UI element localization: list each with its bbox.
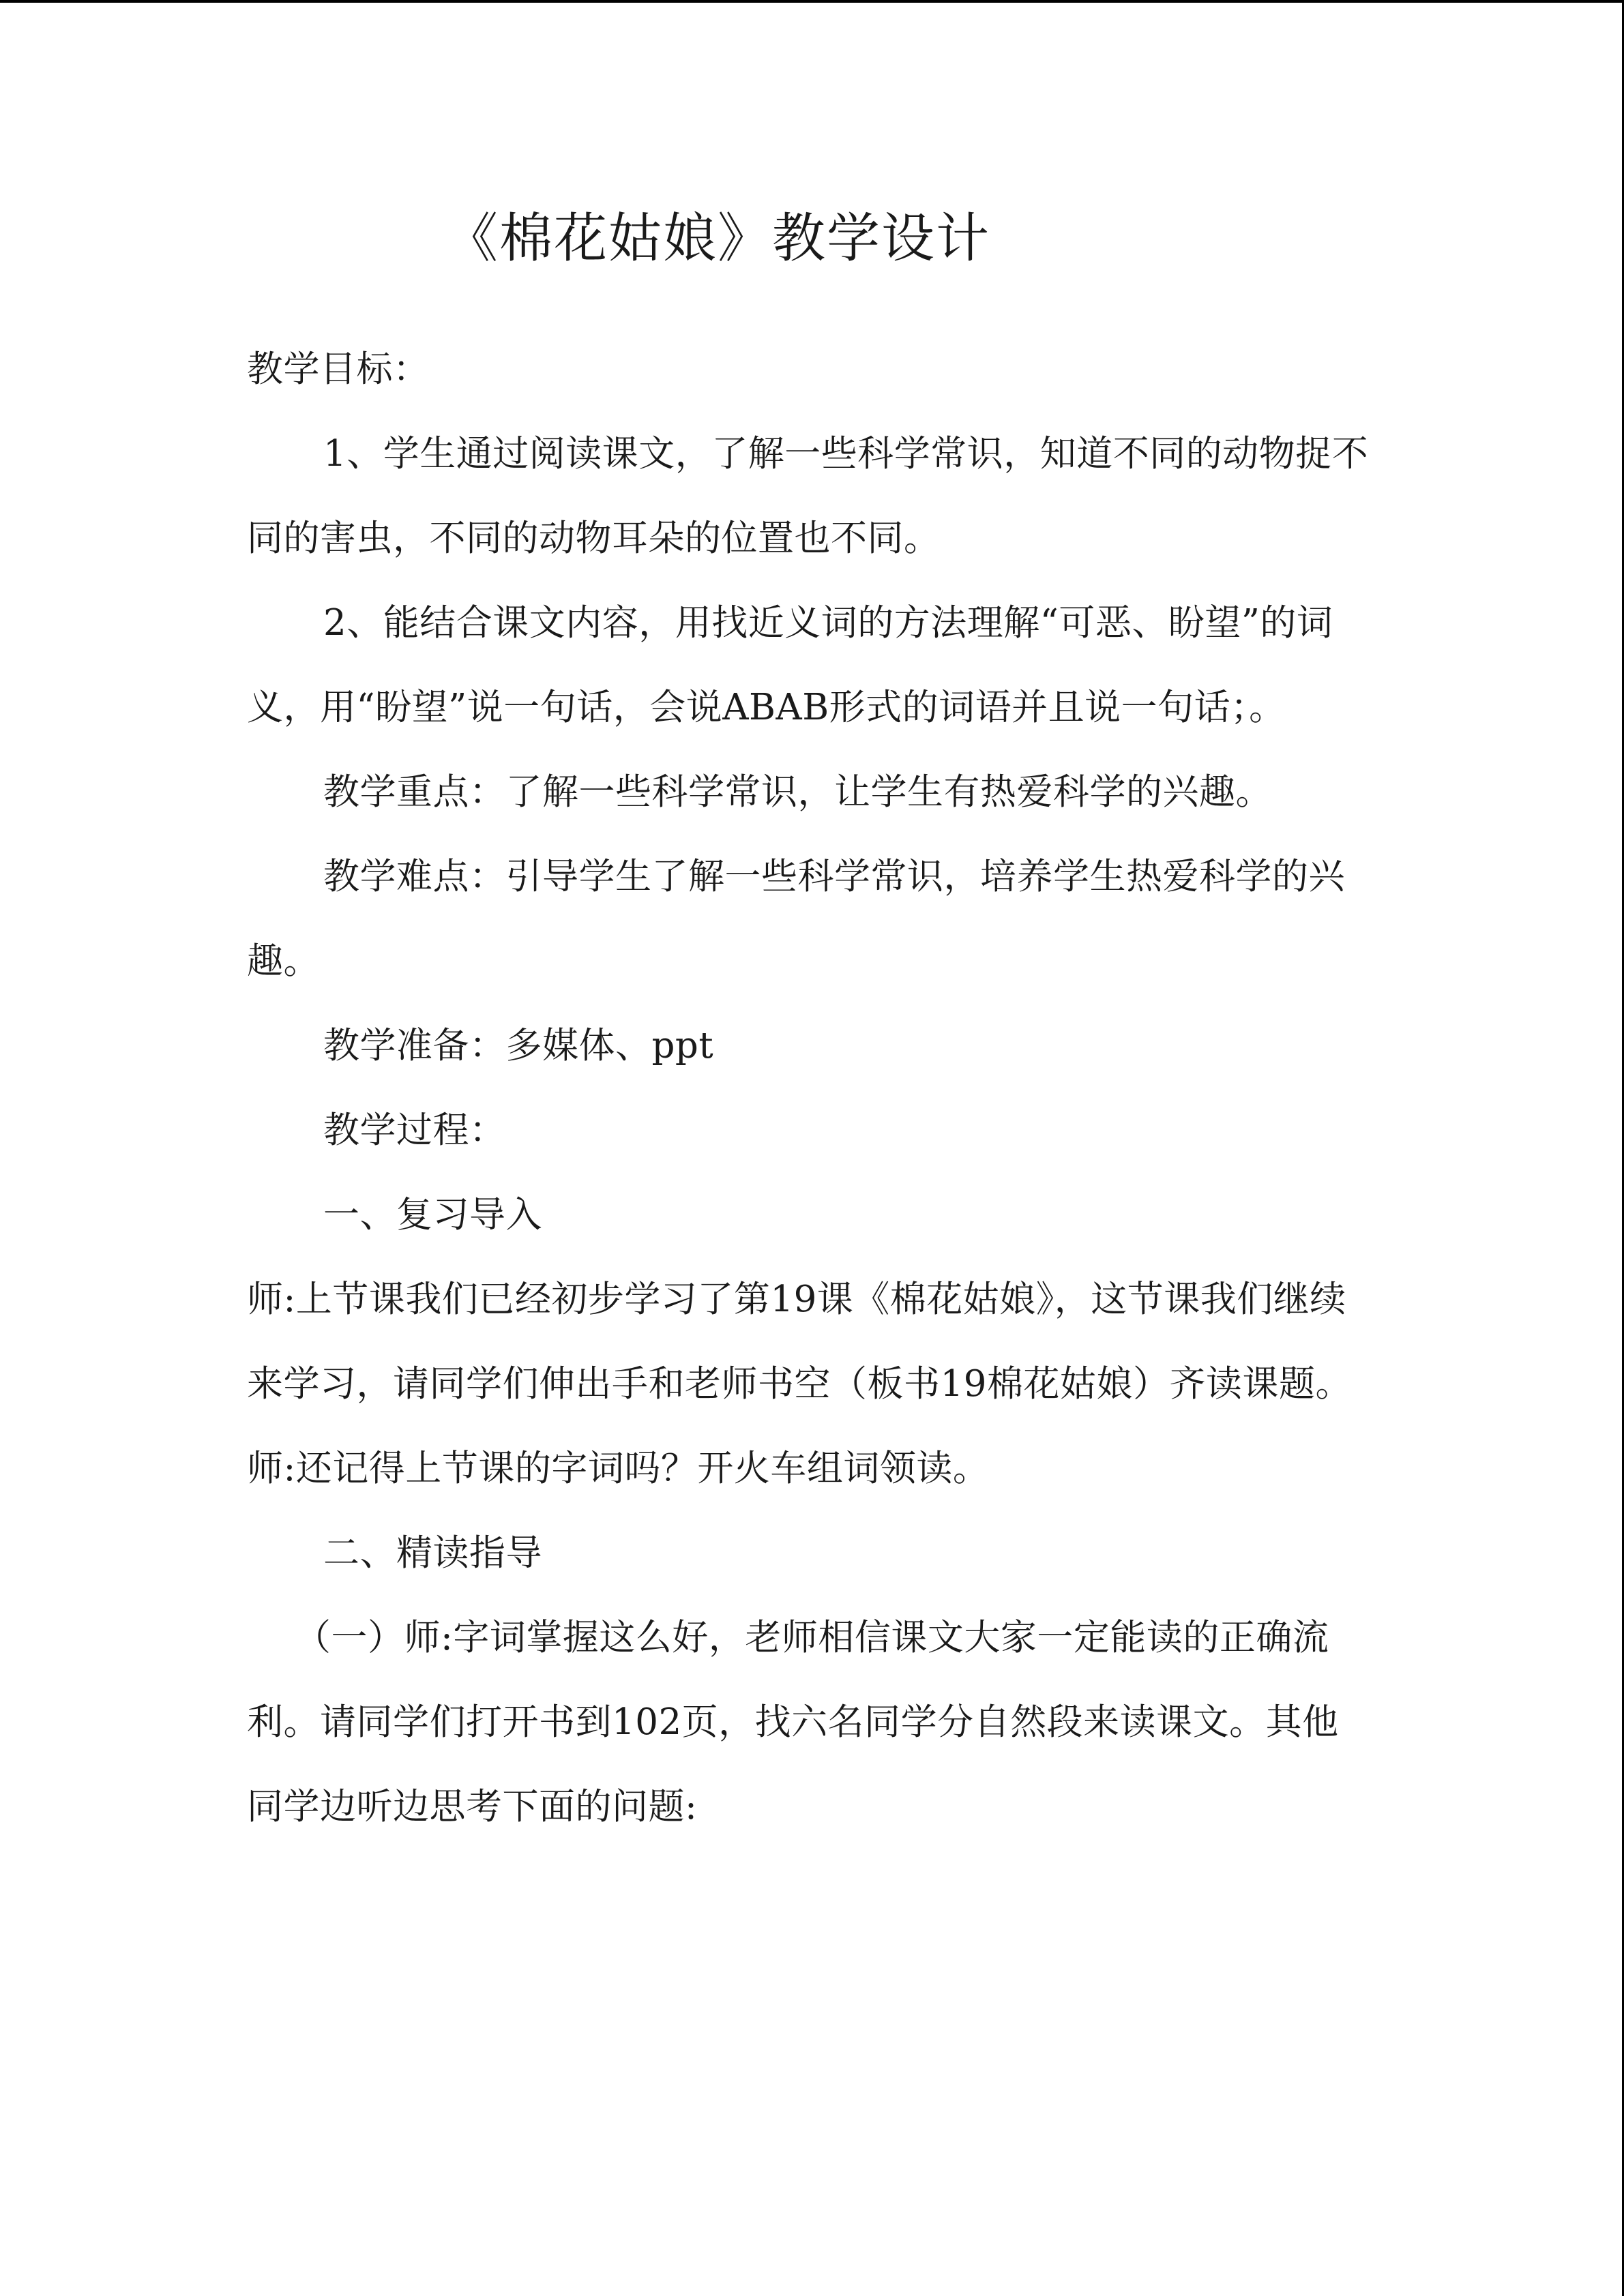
preparation-paragraph: 教学准备：多媒体、ppt: [323, 1025, 714, 1067]
section-2-heading: 二、精读指导: [323, 1532, 542, 1574]
difficult-points-paragraph: 教学难点：引导学生了解一些科学常识，培养学生热爱科学的兴趣。: [247, 856, 1345, 982]
document-page: [247, 198, 1372, 1849]
section-1-heading: 一、复习导入: [323, 1194, 542, 1236]
guided-reading-1-paragraph: （一）师:字词掌握这么好，老师相信课文大家一定能读的正确流利。请同学们打开书到102页，找六名同学分自然段来读课文。其他同学边听边思考下面的问题:: [247, 1617, 1339, 1828]
teacher-line-2-paragraph: 师:还记得上节课的字词吗？开火车组词领读。: [247, 1448, 990, 1489]
process-heading: 教学过程：: [323, 1109, 506, 1151]
document-title: 《棉花姑娘》教学设计: [445, 208, 991, 269]
objective-2-paragraph: 2、能结合课文内容，用找近义词的方法理解“可恶、盼望”的词义，用“盼望”说一句话，会说ABAB形式的词语并且说一句话；。: [247, 602, 1333, 728]
teacher-line-1-paragraph: 师:上节课我们已经初步学习了第19课《棉花姑娘》，这节课我们继续来学习，请同学们伸出手和老师书空（板书19棉花姑娘）齐读课题。: [247, 1279, 1352, 1405]
objectives-heading: 教学目标：: [247, 348, 430, 390]
page-top-border: [0, 0, 1624, 3]
objective-1-paragraph: 1、学生通过阅读课文，了解一些科学常识，知道不同的动物捉不同的害虫，不同的动物耳朵的位置也不同。: [247, 433, 1369, 559]
key-points-paragraph: 教学重点：了解一些科学常识，让学生有热爱科学的兴趣。: [323, 771, 1272, 813]
